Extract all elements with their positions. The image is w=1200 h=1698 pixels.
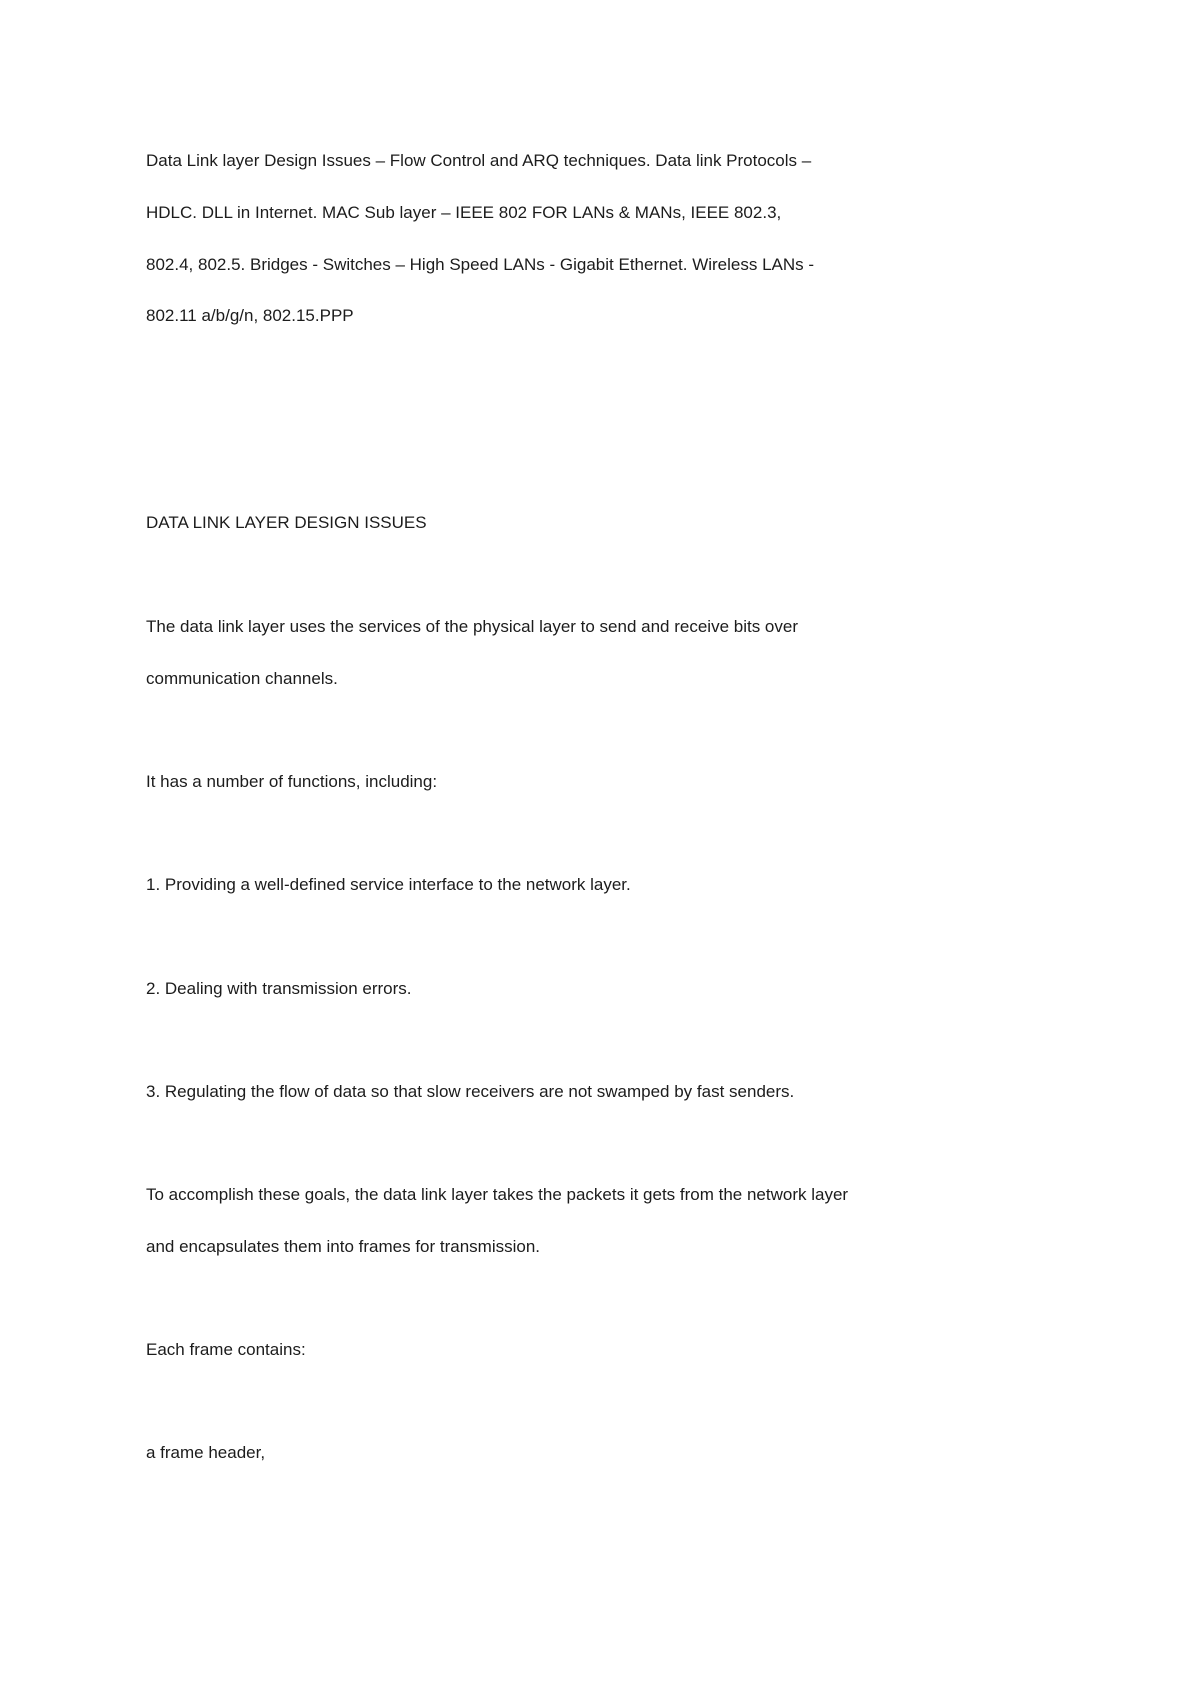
syllabus-line-3: 802.4, 802.5. Bridges - Switches – High Speed LANs - Gigabit Ethernet. Wireless LANs - <box>146 255 815 274</box>
section-heading: DATA LINK LAYER DESIGN ISSUES <box>146 513 427 532</box>
intro-line-1: The data link layer uses the services of the physical layer to send and receive bits over <box>146 617 799 636</box>
functions-lead: It has a number of functions, including: <box>146 772 438 791</box>
syllabus-line-2: HDLC. DLL in Internet. MAC Sub layer – IEEE 802 FOR LANs & MANs, IEEE 802.3, <box>146 203 782 222</box>
function-item-3: 3. Regulating the flow of data so that slow receivers are not swamped by fast senders. <box>146 1082 795 1101</box>
frame-item-1: a frame header, <box>146 1443 266 1462</box>
goals-line-1: To accomplish these goals, the data link layer takes the packets it gets from the network layer <box>146 1185 849 1204</box>
function-item-1: 1. Providing a well-defined service interface to the network layer. <box>146 875 631 894</box>
intro-line-2: communication channels. <box>146 669 338 688</box>
function-item-2: 2. Dealing with transmission errors. <box>146 979 412 998</box>
goals-line-2: and encapsulates them into frames for transmission. <box>146 1237 541 1256</box>
syllabus-line-1: Data Link layer Design Issues – Flow Control and ARQ techniques. Data link Protocols – <box>146 151 812 170</box>
syllabus-line-4: 802.11 a/b/g/n, 802.15.PPP <box>146 306 354 325</box>
frame-lead: Each frame contains: <box>146 1340 306 1359</box>
